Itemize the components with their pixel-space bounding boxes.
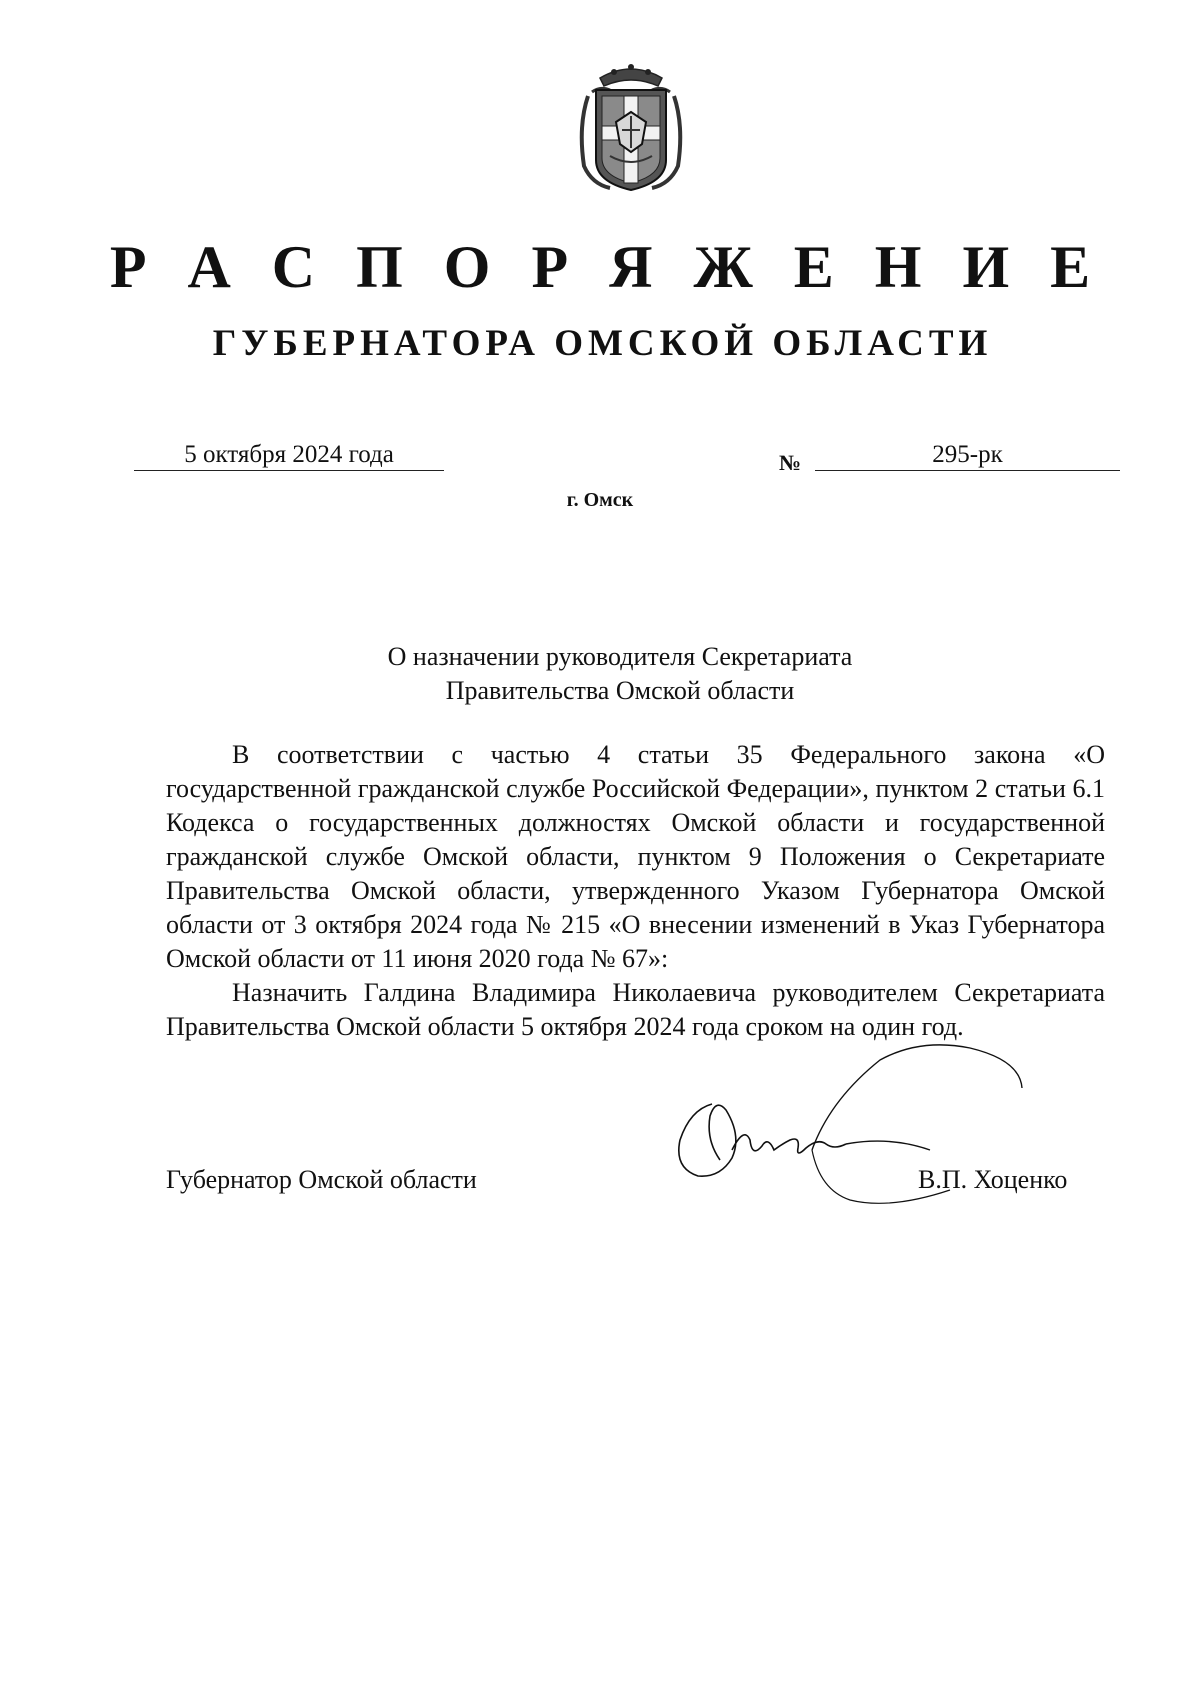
document-city: г. Омск bbox=[566, 489, 634, 511]
document-date: 5 октября 2024 года bbox=[134, 440, 444, 471]
document-subtitle: ГУБЕРНАТОРА ОМСКОЙ ОБЛАСТИ bbox=[212, 323, 993, 364]
body-paragraph-1: В соответствии с частью 4 статьи 35 Федерального закона «О государственной гражданской службе Российской Федерации», пунктом 2 статьи 6.1 Кодекса о государственных должностях Омской области и государственной гражданской службе Омской области, пунктом 9 Положения о Секретариате Правительства Омской области, утвержденного Указом Губернатора Омской области от 3 октября 2024 года № 215 «О внесении изменений в Указ Губернатора Омской области от 11 июня 2020 года № 67»: bbox=[166, 740, 1105, 973]
coat-of-arms-icon bbox=[570, 56, 692, 198]
subject-line-1: О назначении руководителя Секретариата bbox=[387, 642, 853, 671]
handwritten-signature-icon bbox=[650, 1040, 1070, 1230]
body-paragraph-2: Назначить Галдина Владимира Николаевича руководителем Секретариата Правительства Омской области 5 октября 2024 года сроком на один год. bbox=[166, 978, 1105, 1041]
document-subject bbox=[300, 640, 940, 708]
document-title: Р А С П О Р Я Ж Е Н И Е bbox=[109, 234, 1104, 300]
document-number: 295-рк bbox=[815, 440, 1120, 471]
signatory-name: В.П. Хоценко bbox=[918, 1165, 1068, 1194]
subject-line-2: Правительства Омской области bbox=[445, 676, 795, 705]
number-sign: № bbox=[779, 450, 802, 475]
document-body bbox=[166, 738, 1105, 1044]
signatory-position: Губернатор Омской области bbox=[166, 1165, 477, 1194]
